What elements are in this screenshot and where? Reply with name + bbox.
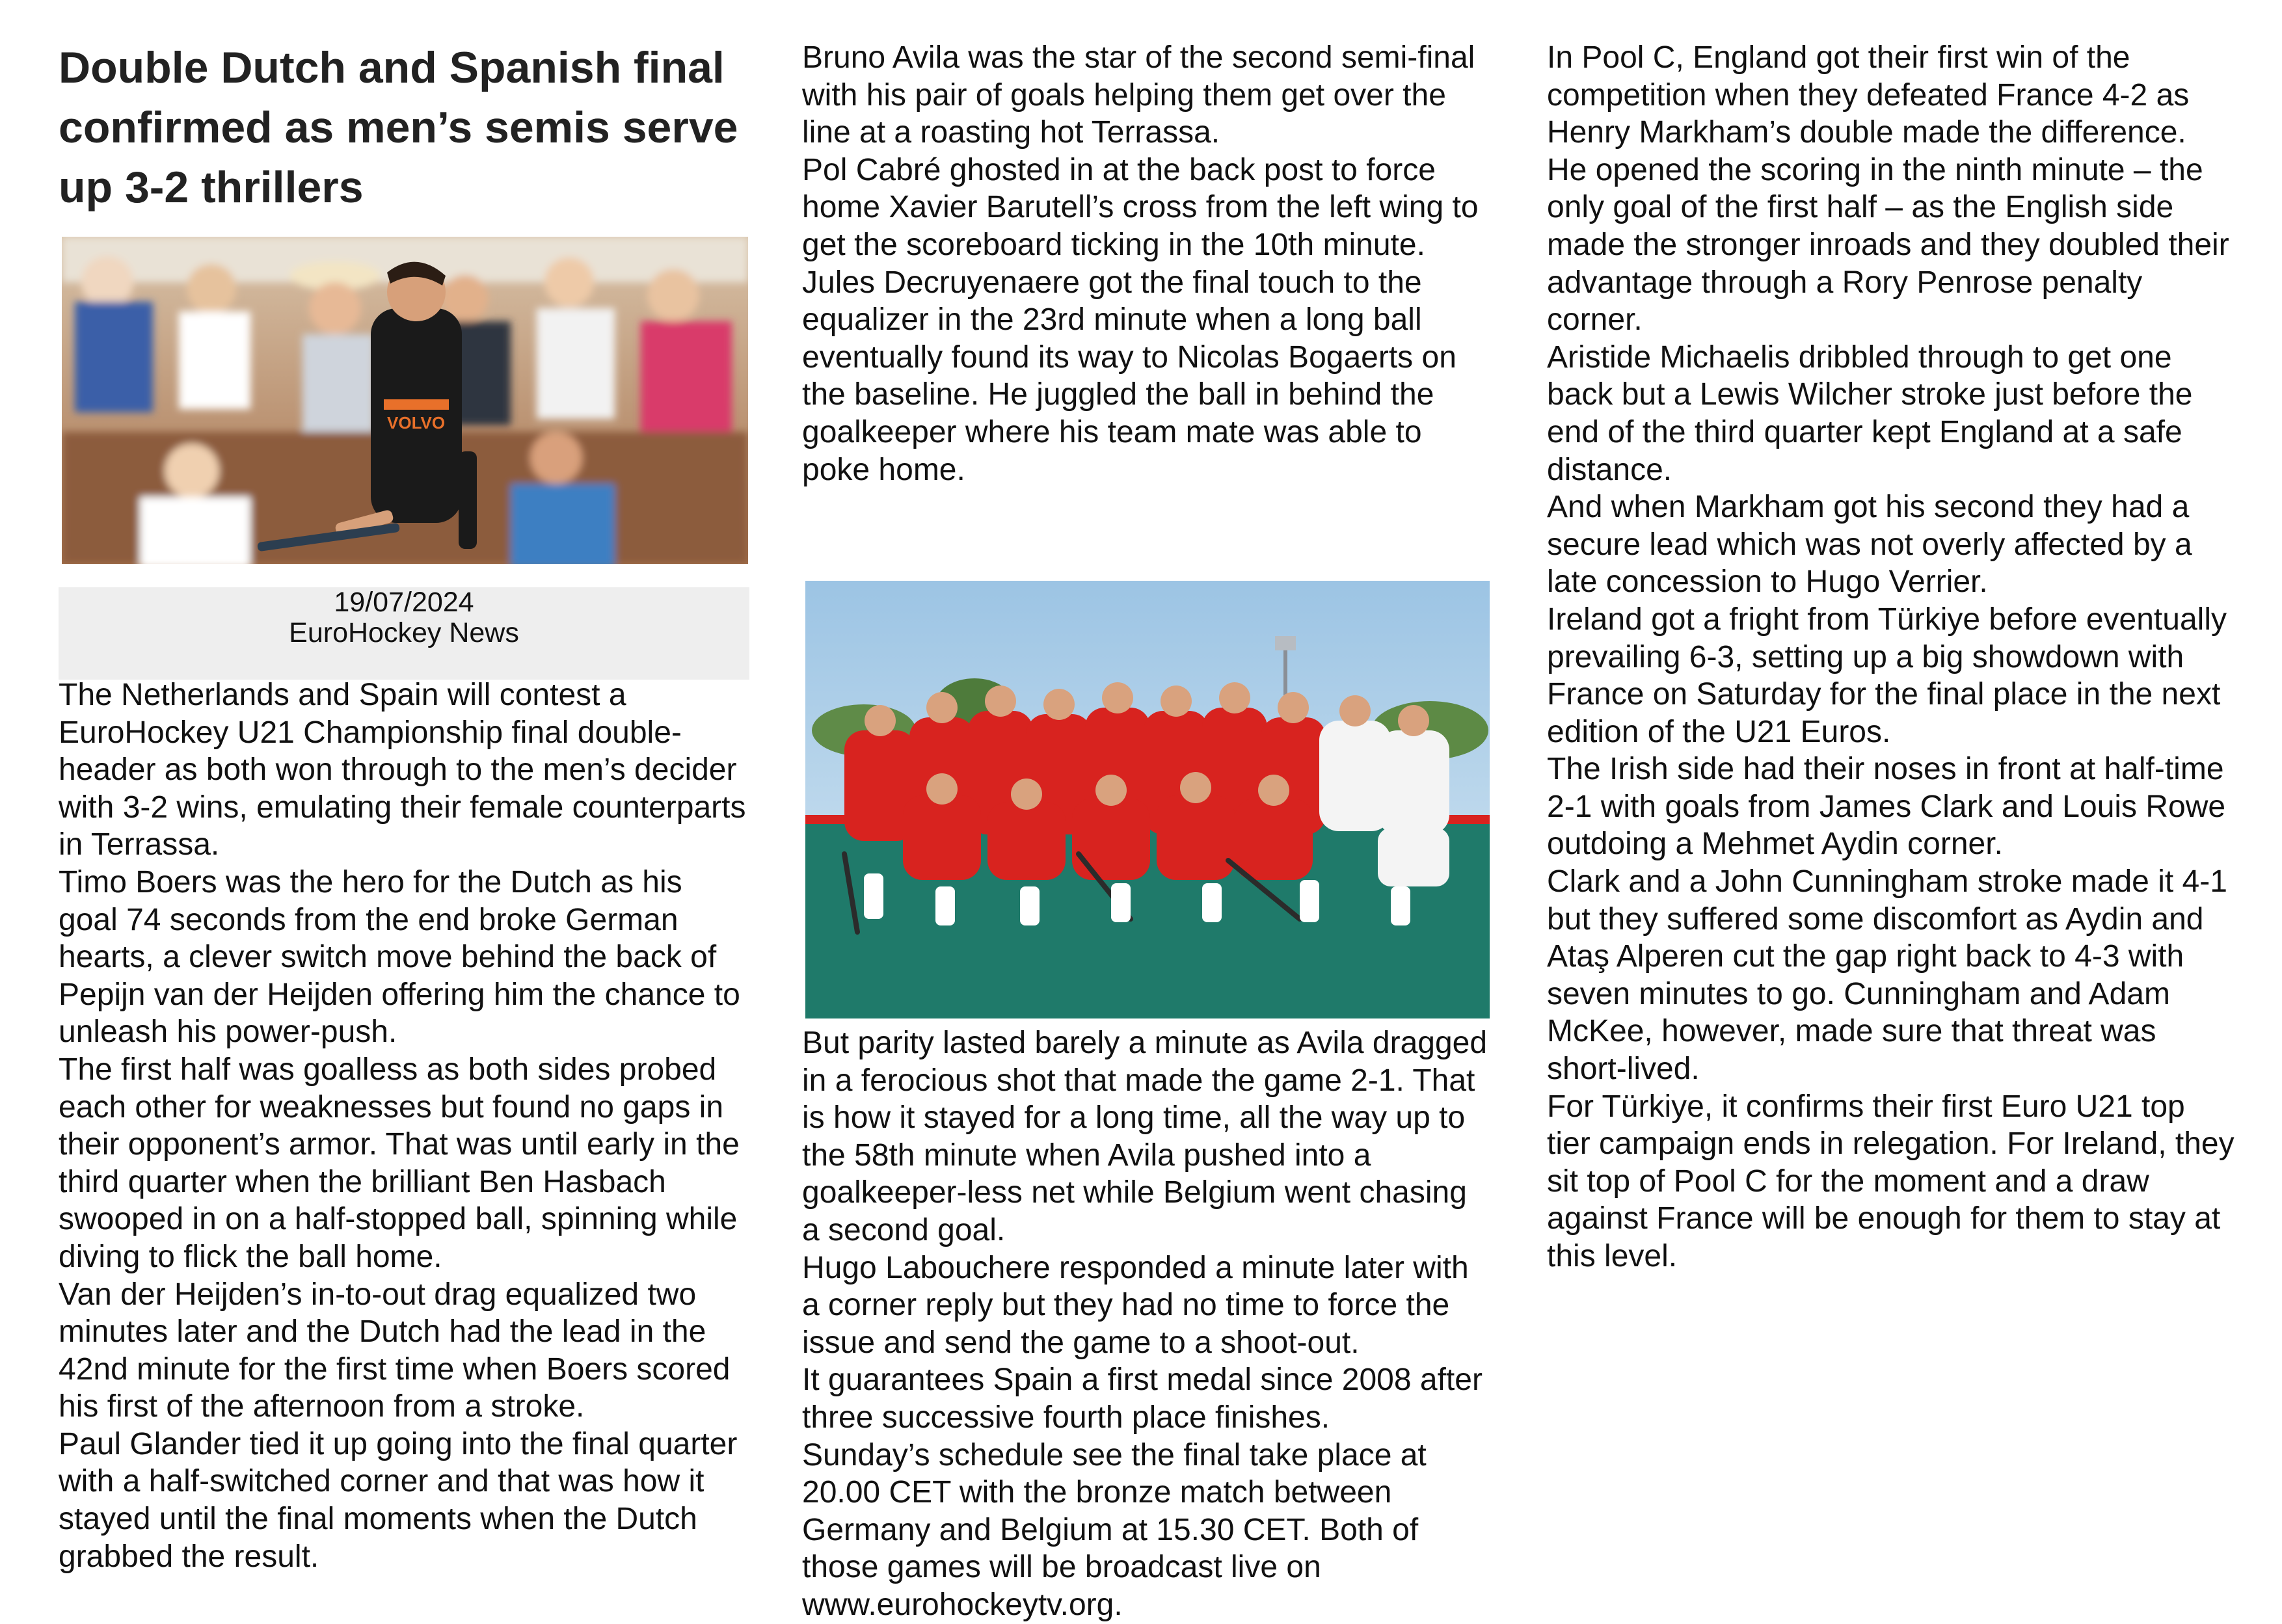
paragraph: Pol Cabré ghosted in at the back post to force home Xavier Barutell’s cross from the left wing to get the scoreboard ticking in the 10th minute. [802, 152, 1479, 262]
paragraph: It guarantees Spain a first medal since 2008 after three successive fourth place finishes. [802, 1363, 1483, 1435]
paragraph: Ireland got a fright from Türkiye before eventually prevailing 6-3, setting up a big showdown with France on Saturday for the final place in the next edition of the U21 Euros. [1547, 602, 2227, 749]
paragraph: Clark and a John Cunningham stroke made it 4-1 but they suffered some discomfort as Aydin and Ataş Alperen cut the gap right back to 4-3 with seven minutes to go. Cunningham and Adam McKee, however, made sure that threat was short-lived. [1547, 864, 2227, 1087]
article-date: 19/07/2024 [334, 587, 474, 618]
body-column-2-top [802, 39, 1492, 488]
paragraph: And when Markham got his second they had a secure lead which was not overly affected by a late concession to Hugo Verrier. [1547, 490, 2192, 600]
paragraph: Aristide Michaelis dribbled through to get one back but a Lewis Wilcher stroke just before the end of the third quarter kept England at a safe distance. [1547, 339, 2193, 487]
player-celebration-photo [62, 237, 748, 564]
paragraph: In Pool C, England got their first win of the competition when they defeated France 4-2 as Henry Markham’s double made the difference. [1547, 40, 2190, 150]
body-column-2-bottom [802, 1024, 1492, 1624]
paragraph: The Irish side had their noses in front at half-time 2-1 with goals from James Clark and Louis Rowe outdoing a Mehmet Aydin corner. [1547, 752, 2226, 862]
paragraph: The Netherlands and Spain will contest a EuroHockey U21 Championship final double-header as both won through to the men’s decider with 3-2 wins, emulating their female counterparts in Terrassa. [59, 678, 746, 862]
team-celebration-photo [805, 581, 1490, 1018]
article-source: EuroHockey News [289, 617, 519, 648]
paragraph: Timo Boers was the hero for the Dutch as his goal 74 seconds from the end broke German hearts, a clever switch move behind the back of Pepijn van der Heijden offering him the chance to unleash his power-push. [59, 864, 740, 1050]
paragraph: Bruno Avila was the star of the second semi-final with his pair of goals helping them get over the line at a roasting hot Terrassa. [802, 40, 1475, 150]
jersey-sponsor-text: VOLVO [387, 413, 446, 433]
paragraph: For Türkiye, it confirms their first Euro U21 top tier campaign ends in relegation. For Ireland, they sit top of Pool C for the moment and a draw against France will be enough for them to stay at this level. [1547, 1089, 2235, 1273]
body-column-3 [1547, 39, 2236, 1275]
paragraph: But parity lasted barely a minute as Avila dragged in a ferocious shot that made the game 2-1. That is how it stayed for a long time, all the way up to the 58th minute when Avila pushed into a goalkeeper-less net while Belgium went chasing a second goal. [802, 1026, 1488, 1247]
article-headline: Double Dutch and Spanish final confirmed as men’s semis serve up 3-2 thrillers [59, 43, 738, 212]
paragraph: Paul Glander tied it up going into the final quarter with a half-switched corner and that was how it stayed until the final moments when the Dutch grabbed the result. [59, 1426, 738, 1574]
body-column-1 [59, 676, 749, 1575]
paragraph: Van der Heijden’s in-to-out drag equalized two minutes later and the Dutch had the lead in the 42nd minute for the first time when Boers scored his first of the afternoon from a stroke. [59, 1277, 731, 1424]
paragraph: The first half was goalless as both sides probed each other for weaknesses but found no gaps in their opponent’s armor. That was until early in the third quarter when the brilliant Ben Hasbach swooped in on a half-stopped ball, spinning while diving to flick the ball home. [59, 1052, 740, 1274]
paragraph: Sunday’s schedule see the final take place at 20.00 CET with the bronze match between Germany and Belgium at 15.30 CET. Both of those games will be broadcast live on www.eurohockeytv.org. [802, 1437, 1427, 1622]
paragraph: He opened the scoring in the ninth minute – the only goal of the first half – as the English side made the stronger inroads and they doubled their advantage through a Rory Penrose penalty corner. [1547, 152, 2229, 338]
article-meta [59, 587, 749, 680]
paragraph: Jules Decruyenaere got the final touch to the equalizer in the 23rd minute when a long ball eventually found its way to Nicolas Bogaerts on the baseline. He juggled the ball in behind the goalkeeper where his team mate was able to poke home. [802, 265, 1456, 487]
paragraph: Hugo Labouchere responded a minute later with a corner reply but they had no time to force the issue and send the game to a shoot-out. [802, 1250, 1469, 1360]
